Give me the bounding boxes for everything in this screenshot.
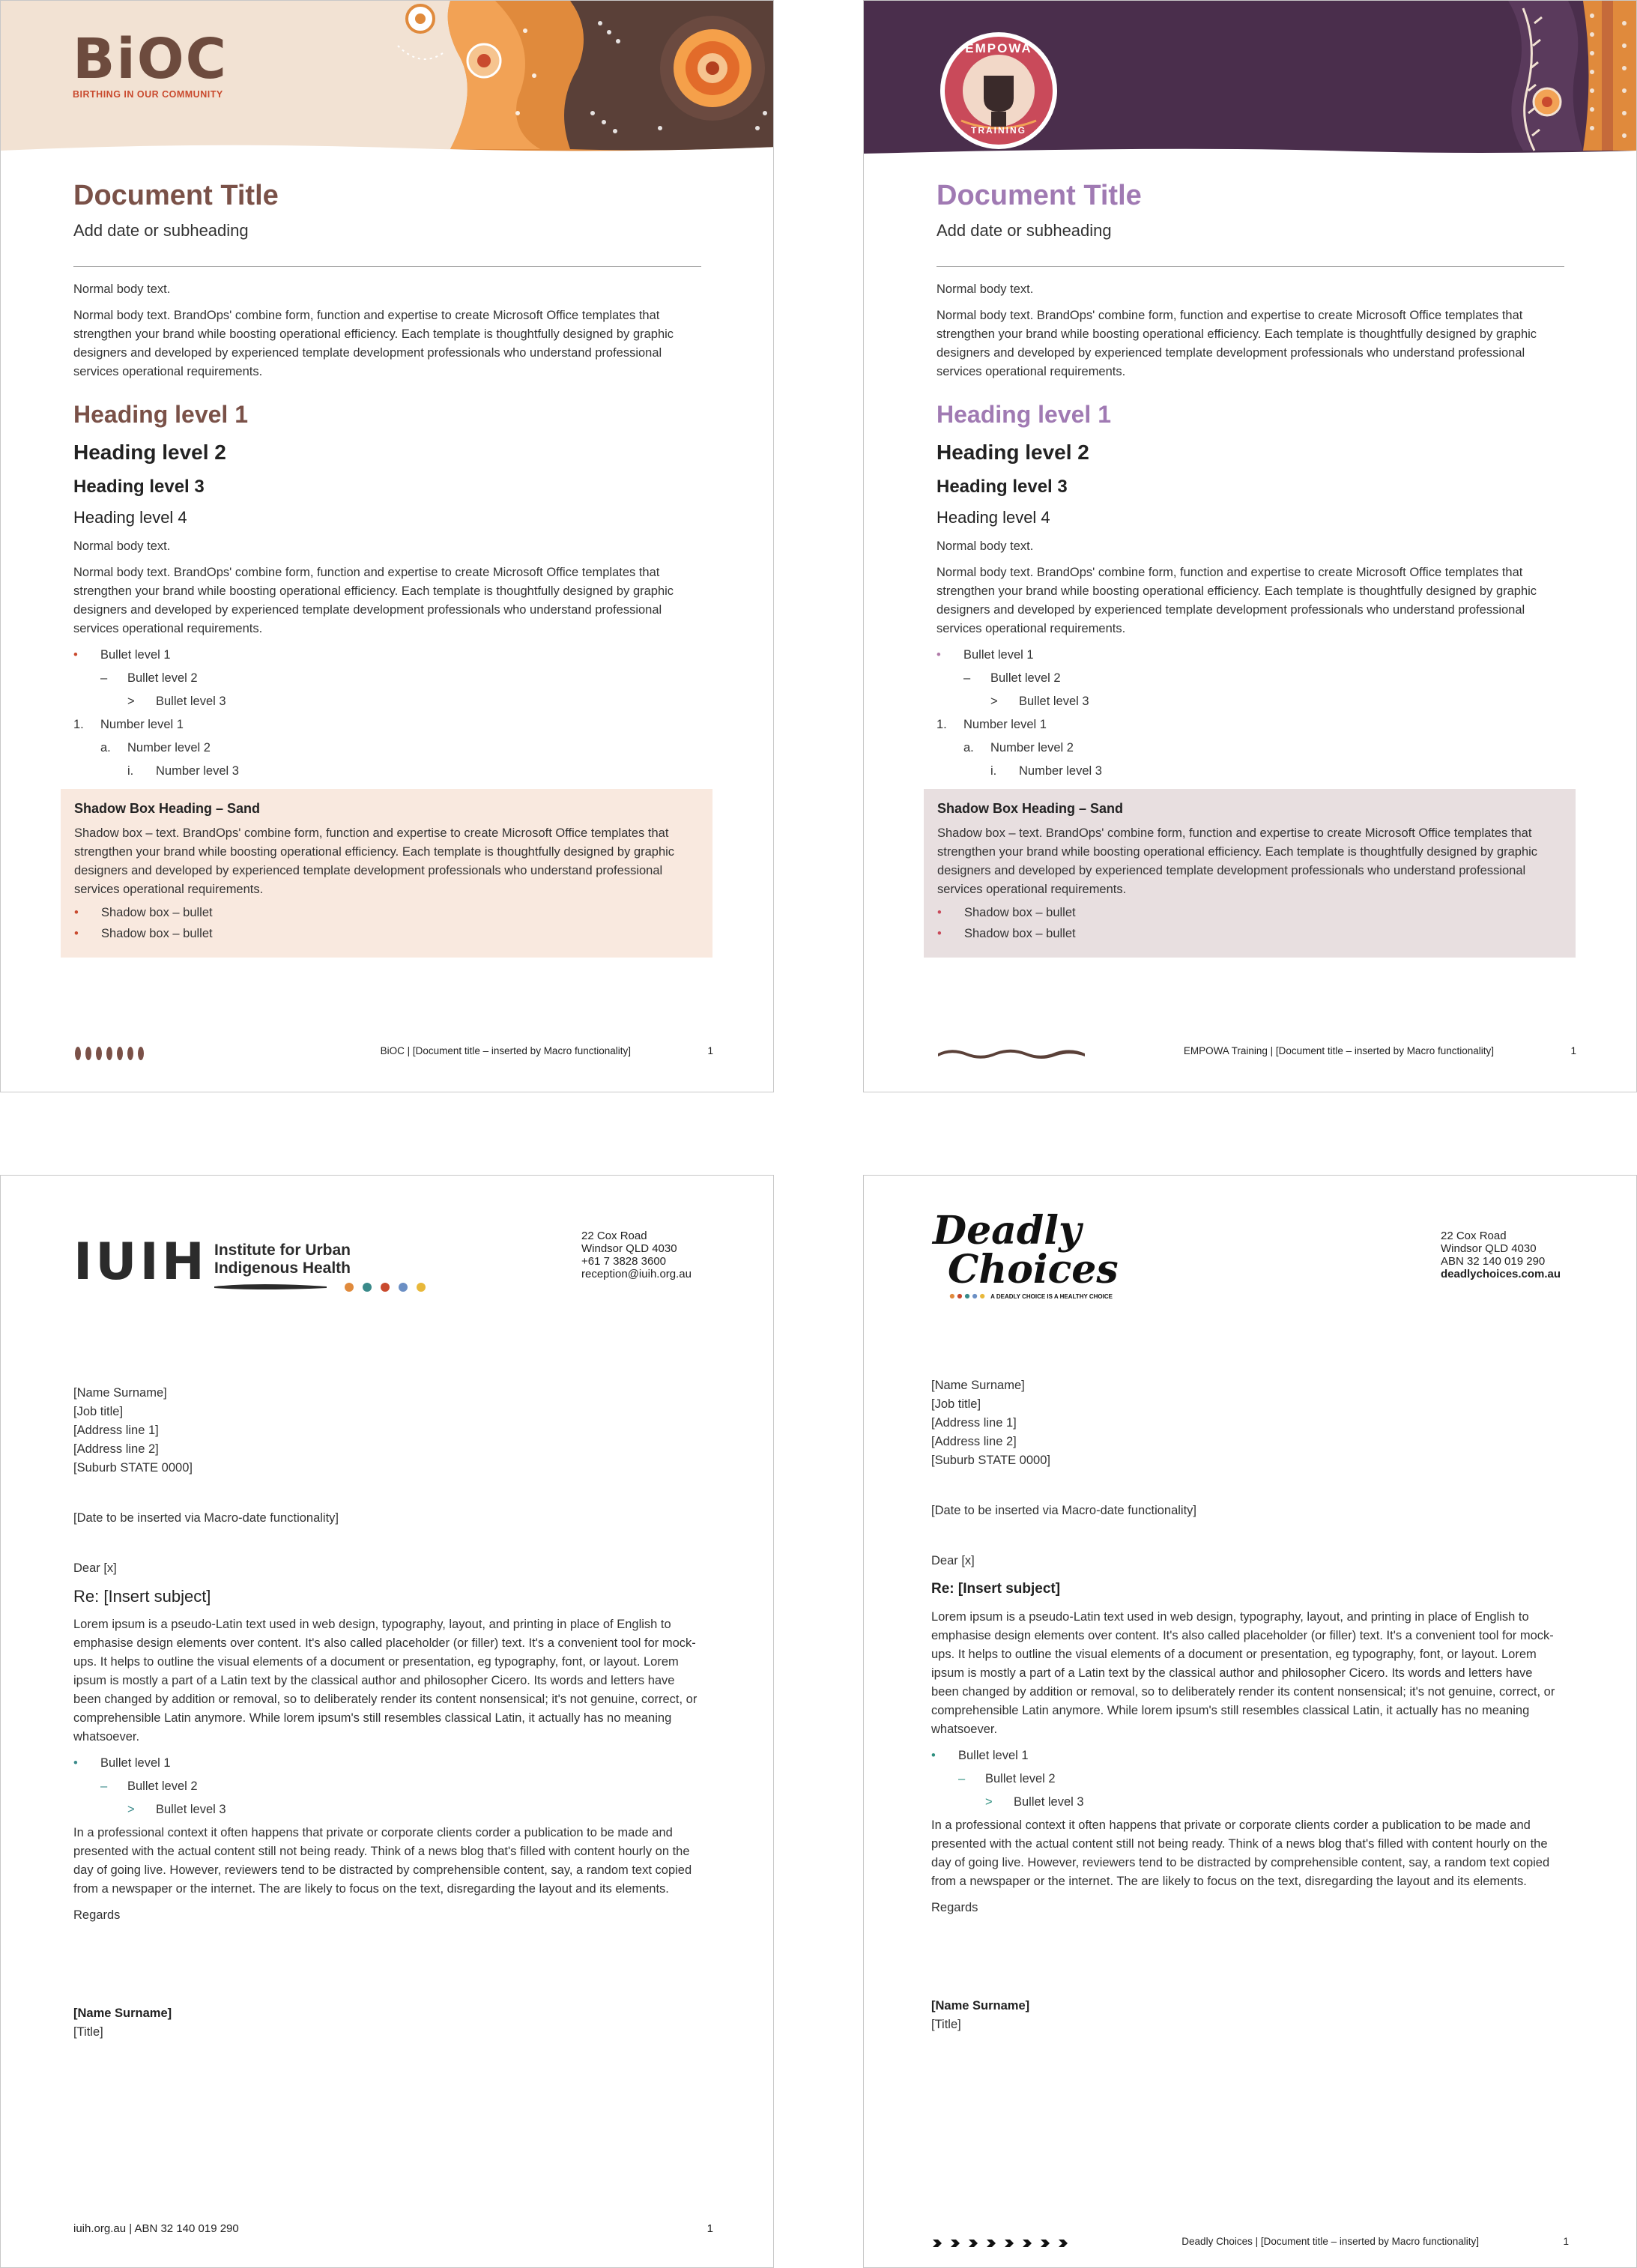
bioc-logo-wordmark: BiOC xyxy=(73,27,228,91)
shadow-box-heading: Shadow Box Heading – Sand xyxy=(74,801,261,816)
address-line: Windsor QLD 4030 xyxy=(581,1242,677,1255)
heading-level-2: Heading level 2 xyxy=(73,441,226,464)
list-item-text: Number level 3 xyxy=(156,764,239,778)
email-address: reception@iuih.org.au xyxy=(581,1268,692,1280)
body-text-long: Normal body text. BrandOps' combine form, function and expertise to create Microsoft Office templates that strengthen your brand while boosting operational efficiency. Each template is thoughtfully designed by graphic designers and developed by experienced template development professionals who understand professional services operational requirements. xyxy=(936,309,1537,378)
list-item xyxy=(936,692,1573,711)
number-marker: i. xyxy=(127,764,134,778)
body-text-short: Normal body text. xyxy=(73,282,171,296)
page-number: 1 xyxy=(707,1045,713,1056)
letter-date: [Date to be inserted via Macro-date functionality] xyxy=(73,1511,339,1525)
list-item-text: Bullet level 1 xyxy=(100,648,171,662)
list-item xyxy=(937,925,1562,943)
title-divider xyxy=(936,266,1564,267)
list-item xyxy=(73,739,710,757)
footer-text: Deadly Choices | [Document title – inserted by Macro functionality] xyxy=(1181,2236,1479,2247)
sign-off: Regards xyxy=(73,1908,121,1922)
list-item-text: Shadow box – bullet xyxy=(101,927,213,940)
bullet-marker: > xyxy=(127,695,135,708)
list-item-text: Bullet level 2 xyxy=(127,1779,198,1793)
salutation: Dear [x] xyxy=(931,1554,975,1567)
list-item-text: Number level 1 xyxy=(100,718,184,731)
bullet-marker: > xyxy=(990,695,998,708)
letter-paragraph: In a professional context it often happens that private or corporate clients corder a publication to be made and presented with the actual content still not being ready. Think of a news blog that's filled with content hourly on the day of going live. However, reviewers tend to be distracted by comprehensible content, say, a random text copied from a newspaper or the internet. The are likely to focus on the text, disregarding the layout and its elements. xyxy=(73,1826,692,1896)
recipient-line: [Address line 1] xyxy=(931,1416,1017,1430)
empowa-logo-bottom-text: TRAINING xyxy=(971,125,1026,136)
list-item-text: Bullet level 2 xyxy=(127,671,198,685)
deadly-logo-tagline: A DEADLY CHOICE IS A HEALTHY CHOICE xyxy=(990,1292,1113,1300)
list-item xyxy=(931,1747,1561,1765)
empowa-logo-top-text: EMPOWA xyxy=(965,41,1032,55)
body-text-long: Normal body text. BrandOps' combine form, function and expertise to create Microsoft Office templates that strengthen your brand while boosting operational efficiency. Each template is thoughtfully designed by graphic designers and developed by experienced template development professionals who understand professional services operational requirements. xyxy=(936,566,1537,635)
sender-address xyxy=(581,1230,692,1280)
recipient-line: [Job title] xyxy=(931,1397,981,1411)
bullet-marker: • xyxy=(936,648,941,662)
bullet-marker: – xyxy=(963,671,971,685)
list-item-text: Bullet level 3 xyxy=(1014,1795,1084,1809)
address-line: Windsor QLD 4030 xyxy=(1441,1242,1537,1255)
website-address: deadlychoices.com.au xyxy=(1441,1268,1561,1280)
list-item xyxy=(73,692,710,711)
footer-text: EMPOWA Training | [Document title – inserted by Macro functionality] xyxy=(1183,1045,1494,1056)
bullet-marker: • xyxy=(73,648,78,662)
list-item xyxy=(937,904,1562,922)
list-item xyxy=(936,716,1573,734)
heading-level-1: Heading level 1 xyxy=(936,401,1111,428)
sign-off: Regards xyxy=(931,1901,978,1914)
abn-line: ABN 32 140 019 290 xyxy=(1441,1255,1546,1268)
empowa-logo xyxy=(939,31,1059,151)
iuih-logo-line2: Indigenous Health xyxy=(214,1260,351,1277)
list-item-text: Bullet level 2 xyxy=(985,1772,1056,1785)
recipient-line: [Suburb STATE 0000] xyxy=(73,1461,193,1475)
empowa-content xyxy=(936,179,1573,785)
list-item-text: Shadow box – bullet xyxy=(964,927,1076,940)
bioc-logo xyxy=(73,27,228,100)
bullet-marker: – xyxy=(100,1779,108,1793)
letter-paragraph: In a professional context it often happens that private or corporate clients corder a publication to be made and presented with the actual content still not being ready. Think of a news blog that's filled with content hourly on the day of going live. However, reviewers tend to be distracted by comprehensible content, say, a random text copied from a newspaper or the internet. The are likely to focus on the text, disregarding the layout and its elements. xyxy=(931,1818,1550,1888)
list-item xyxy=(73,669,710,688)
recipient-line: [Address line 2] xyxy=(73,1442,159,1456)
list-item-text: Bullet level 1 xyxy=(963,648,1034,662)
list-item xyxy=(936,646,1573,665)
number-marker: i. xyxy=(990,764,997,778)
list-item xyxy=(73,716,710,734)
bullet-marker: • xyxy=(73,1756,78,1770)
subheading: Add date or subheading xyxy=(73,221,249,240)
letter-subject: Re: [Insert subject] xyxy=(73,1587,211,1606)
iuih-logo-mark: IUIH xyxy=(73,1233,208,1292)
list-item-text: Bullet level 3 xyxy=(156,695,226,708)
letter-body xyxy=(73,1384,703,2042)
list-item xyxy=(931,1793,1561,1812)
list-item xyxy=(73,646,710,665)
list-item-text: Number level 2 xyxy=(990,741,1074,755)
bioc-logo-tagline: BIRTHING IN OUR COMMUNITY xyxy=(73,89,223,100)
letter-date: [Date to be inserted via Macro-date functionality] xyxy=(931,1504,1197,1517)
list-item-text: Number level 3 xyxy=(1019,764,1102,778)
list-item-text: Number level 1 xyxy=(963,718,1047,731)
footer-arrows-icon xyxy=(931,2236,1081,2251)
footer-motif-icon xyxy=(73,1045,148,1062)
recipient-line: [Address line 2] xyxy=(931,1435,1017,1448)
subheading: Add date or subheading xyxy=(936,221,1112,240)
number-marker: 1. xyxy=(936,718,947,731)
empowa-page xyxy=(863,0,1637,1092)
list-item xyxy=(73,762,710,781)
footer-text: BiOC | [Document title – inserted by Macro functionality] xyxy=(380,1045,631,1056)
deadly-choices-logo xyxy=(933,1208,1119,1300)
signature-name: [Name Surname] xyxy=(73,2007,172,2020)
footer-website-abn: iuih.org.au | ABN 32 140 019 290 xyxy=(73,2222,239,2235)
recipient-line: [Suburb STATE 0000] xyxy=(931,1454,1050,1467)
signature-title: [Title] xyxy=(73,2025,103,2039)
list-item-text: Shadow box – bullet xyxy=(101,906,213,919)
shadow-box xyxy=(61,789,712,958)
list-item xyxy=(73,1777,703,1796)
page-number: 1 xyxy=(1570,1045,1576,1056)
letter-body xyxy=(931,1376,1561,2034)
page-number: 1 xyxy=(706,2222,713,2235)
list-item-text: Shadow box – bullet xyxy=(964,906,1076,919)
shadow-box-heading: Shadow Box Heading – Sand xyxy=(937,801,1124,816)
body-text-short: Normal body text. xyxy=(73,539,171,553)
list-item xyxy=(73,1754,703,1773)
body-text-short: Normal body text. xyxy=(936,539,1034,553)
bullet-marker: • xyxy=(931,1749,936,1762)
list-item xyxy=(931,1770,1561,1788)
number-marker: a. xyxy=(100,741,111,755)
footer-motif-icon xyxy=(936,1045,1086,1062)
signature-name: [Name Surname] xyxy=(931,1999,1030,2013)
page-title: Document Title xyxy=(73,180,279,211)
bioc-content xyxy=(73,179,710,785)
letter-subject: Re: [Insert subject] xyxy=(931,1581,1061,1597)
iuih-dot-strip-icon xyxy=(214,1280,439,1292)
shadow-box-text: Shadow box – text. BrandOps' combine form, function and expertise to create Microsoft Office templates that strengthen your brand while boosting operational efficiency. Each template is thoughtfully designed by graphic designers and developed by experienced template development professionals who understand professional services operational requirements. xyxy=(937,826,1538,896)
number-marker: a. xyxy=(963,741,974,755)
bullet-marker: • xyxy=(74,927,79,940)
list-item xyxy=(73,1800,703,1819)
signature-title: [Title] xyxy=(931,2018,961,2031)
body-text-long: Normal body text. BrandOps' combine form, function and expertise to create Microsoft Office templates that strengthen your brand while boosting operational efficiency. Each template is thoughtfully designed by graphic designers and developed by experienced template development professionals who understand professional services operational requirements. xyxy=(73,566,674,635)
list-item-text: Number level 2 xyxy=(127,741,211,755)
list-item xyxy=(936,739,1573,757)
heading-level-4: Heading level 4 xyxy=(73,508,187,527)
heading-level-3: Heading level 3 xyxy=(936,477,1068,497)
list-item xyxy=(74,925,699,943)
list-item-text: Bullet level 1 xyxy=(100,1756,171,1770)
sender-address xyxy=(1441,1230,1561,1280)
number-marker: 1. xyxy=(73,718,84,731)
page-title: Document Title xyxy=(936,180,1142,211)
address-line: 22 Cox Road xyxy=(581,1230,647,1242)
title-divider xyxy=(73,266,701,267)
heading-level-3: Heading level 3 xyxy=(73,477,205,497)
recipient-line: [Name Surname] xyxy=(73,1386,167,1400)
deadly-color-dots-icon xyxy=(949,1292,987,1300)
footer-text xyxy=(73,2222,239,2235)
heading-level-4: Heading level 4 xyxy=(936,508,1050,527)
bullet-marker: • xyxy=(937,906,942,919)
heading-level-2: Heading level 2 xyxy=(936,441,1089,464)
letter-paragraph: Lorem ipsum is a pseudo-Latin text used in web design, typography, layout, and printing in place of English to emphasise design elements over content. It's also called placeholder (or filler) text. It's a convenient tool for mock-ups. It helps to outline the visual elements of a document or presentation, eg typography, font, or layout. Lorem ipsum is mostly a part of a Latin text by the classical author and philosopher Cicero. Its words and letters have been changed by addition or removal, so to deliberately render its content nonsensical; it's not genuine, correct, or comprehensible Latin anymore. While lorem ipsum's still resembles classical Latin, it actually has no meaning whatsoever. xyxy=(931,1610,1555,1736)
bullet-marker: > xyxy=(127,1803,135,1816)
recipient-line: [Job title] xyxy=(73,1405,124,1418)
bullet-marker: – xyxy=(958,1772,966,1785)
bullet-marker: • xyxy=(74,906,79,919)
list-item-text: Bullet level 3 xyxy=(1019,695,1089,708)
deadly-logo-line1: Deadly xyxy=(933,1208,1082,1254)
page-number: 1 xyxy=(1563,2236,1569,2247)
list-item-text: Bullet level 3 xyxy=(156,1803,226,1816)
heading-level-1: Heading level 1 xyxy=(73,401,248,428)
deadly-logo-line2: Choices xyxy=(948,1247,1119,1292)
bullet-marker: • xyxy=(937,927,942,940)
list-item-text: Bullet level 2 xyxy=(990,671,1061,685)
body-text-long: Normal body text. BrandOps' combine form, function and expertise to create Microsoft Office templates that strengthen your brand while boosting operational efficiency. Each template is thoughtfully designed by graphic designers and developed by experienced template development professionals who understand professional services operational requirements. xyxy=(73,309,674,378)
shadow-box-text: Shadow box – text. BrandOps' combine form, function and expertise to create Microsoft Office templates that strengthen your brand while boosting operational efficiency. Each template is thoughtfully designed by graphic designers and developed by experienced template development professionals who understand professional services operational requirements. xyxy=(74,826,675,896)
shadow-box xyxy=(924,789,1576,958)
list-item-text: Bullet level 1 xyxy=(958,1749,1029,1762)
list-item xyxy=(74,904,699,922)
salutation: Dear [x] xyxy=(73,1561,117,1575)
body-text-short: Normal body text. xyxy=(936,282,1034,296)
deadly-logo-tagline-row xyxy=(933,1292,1113,1300)
bullet-marker: > xyxy=(985,1795,993,1809)
list-item xyxy=(936,669,1573,688)
phone-number: +61 7 3828 3600 xyxy=(581,1255,667,1268)
deadly-choices-letter-page xyxy=(863,1175,1637,2268)
bullet-marker: – xyxy=(100,671,108,685)
iuih-logo-line1: Institute for Urban xyxy=(214,1242,351,1259)
list-item xyxy=(936,762,1573,781)
bioc-page xyxy=(0,0,774,1092)
recipient-line: [Name Surname] xyxy=(931,1379,1025,1392)
letter-paragraph: Lorem ipsum is a pseudo-Latin text used in web design, typography, layout, and printing in place of English to emphasise design elements over content. It's also called placeholder (or filler) text. It's a convenient tool for mock-ups. It helps to outline the visual elements of a document or presentation, eg typography, font, or layout. Lorem ipsum is mostly a part of a Latin text by the classical author and philosopher Cicero. Its words and letters have been changed by addition or removal, so to deliberately render its content nonsensical; it's not genuine, correct, or comprehensible Latin anymore. While lorem ipsum's still resembles classical Latin, it actually has no meaning whatsoever. xyxy=(73,1618,698,1744)
address-line: 22 Cox Road xyxy=(1441,1230,1507,1242)
iuih-letter-page xyxy=(0,1175,774,2268)
recipient-line: [Address line 1] xyxy=(73,1424,159,1437)
